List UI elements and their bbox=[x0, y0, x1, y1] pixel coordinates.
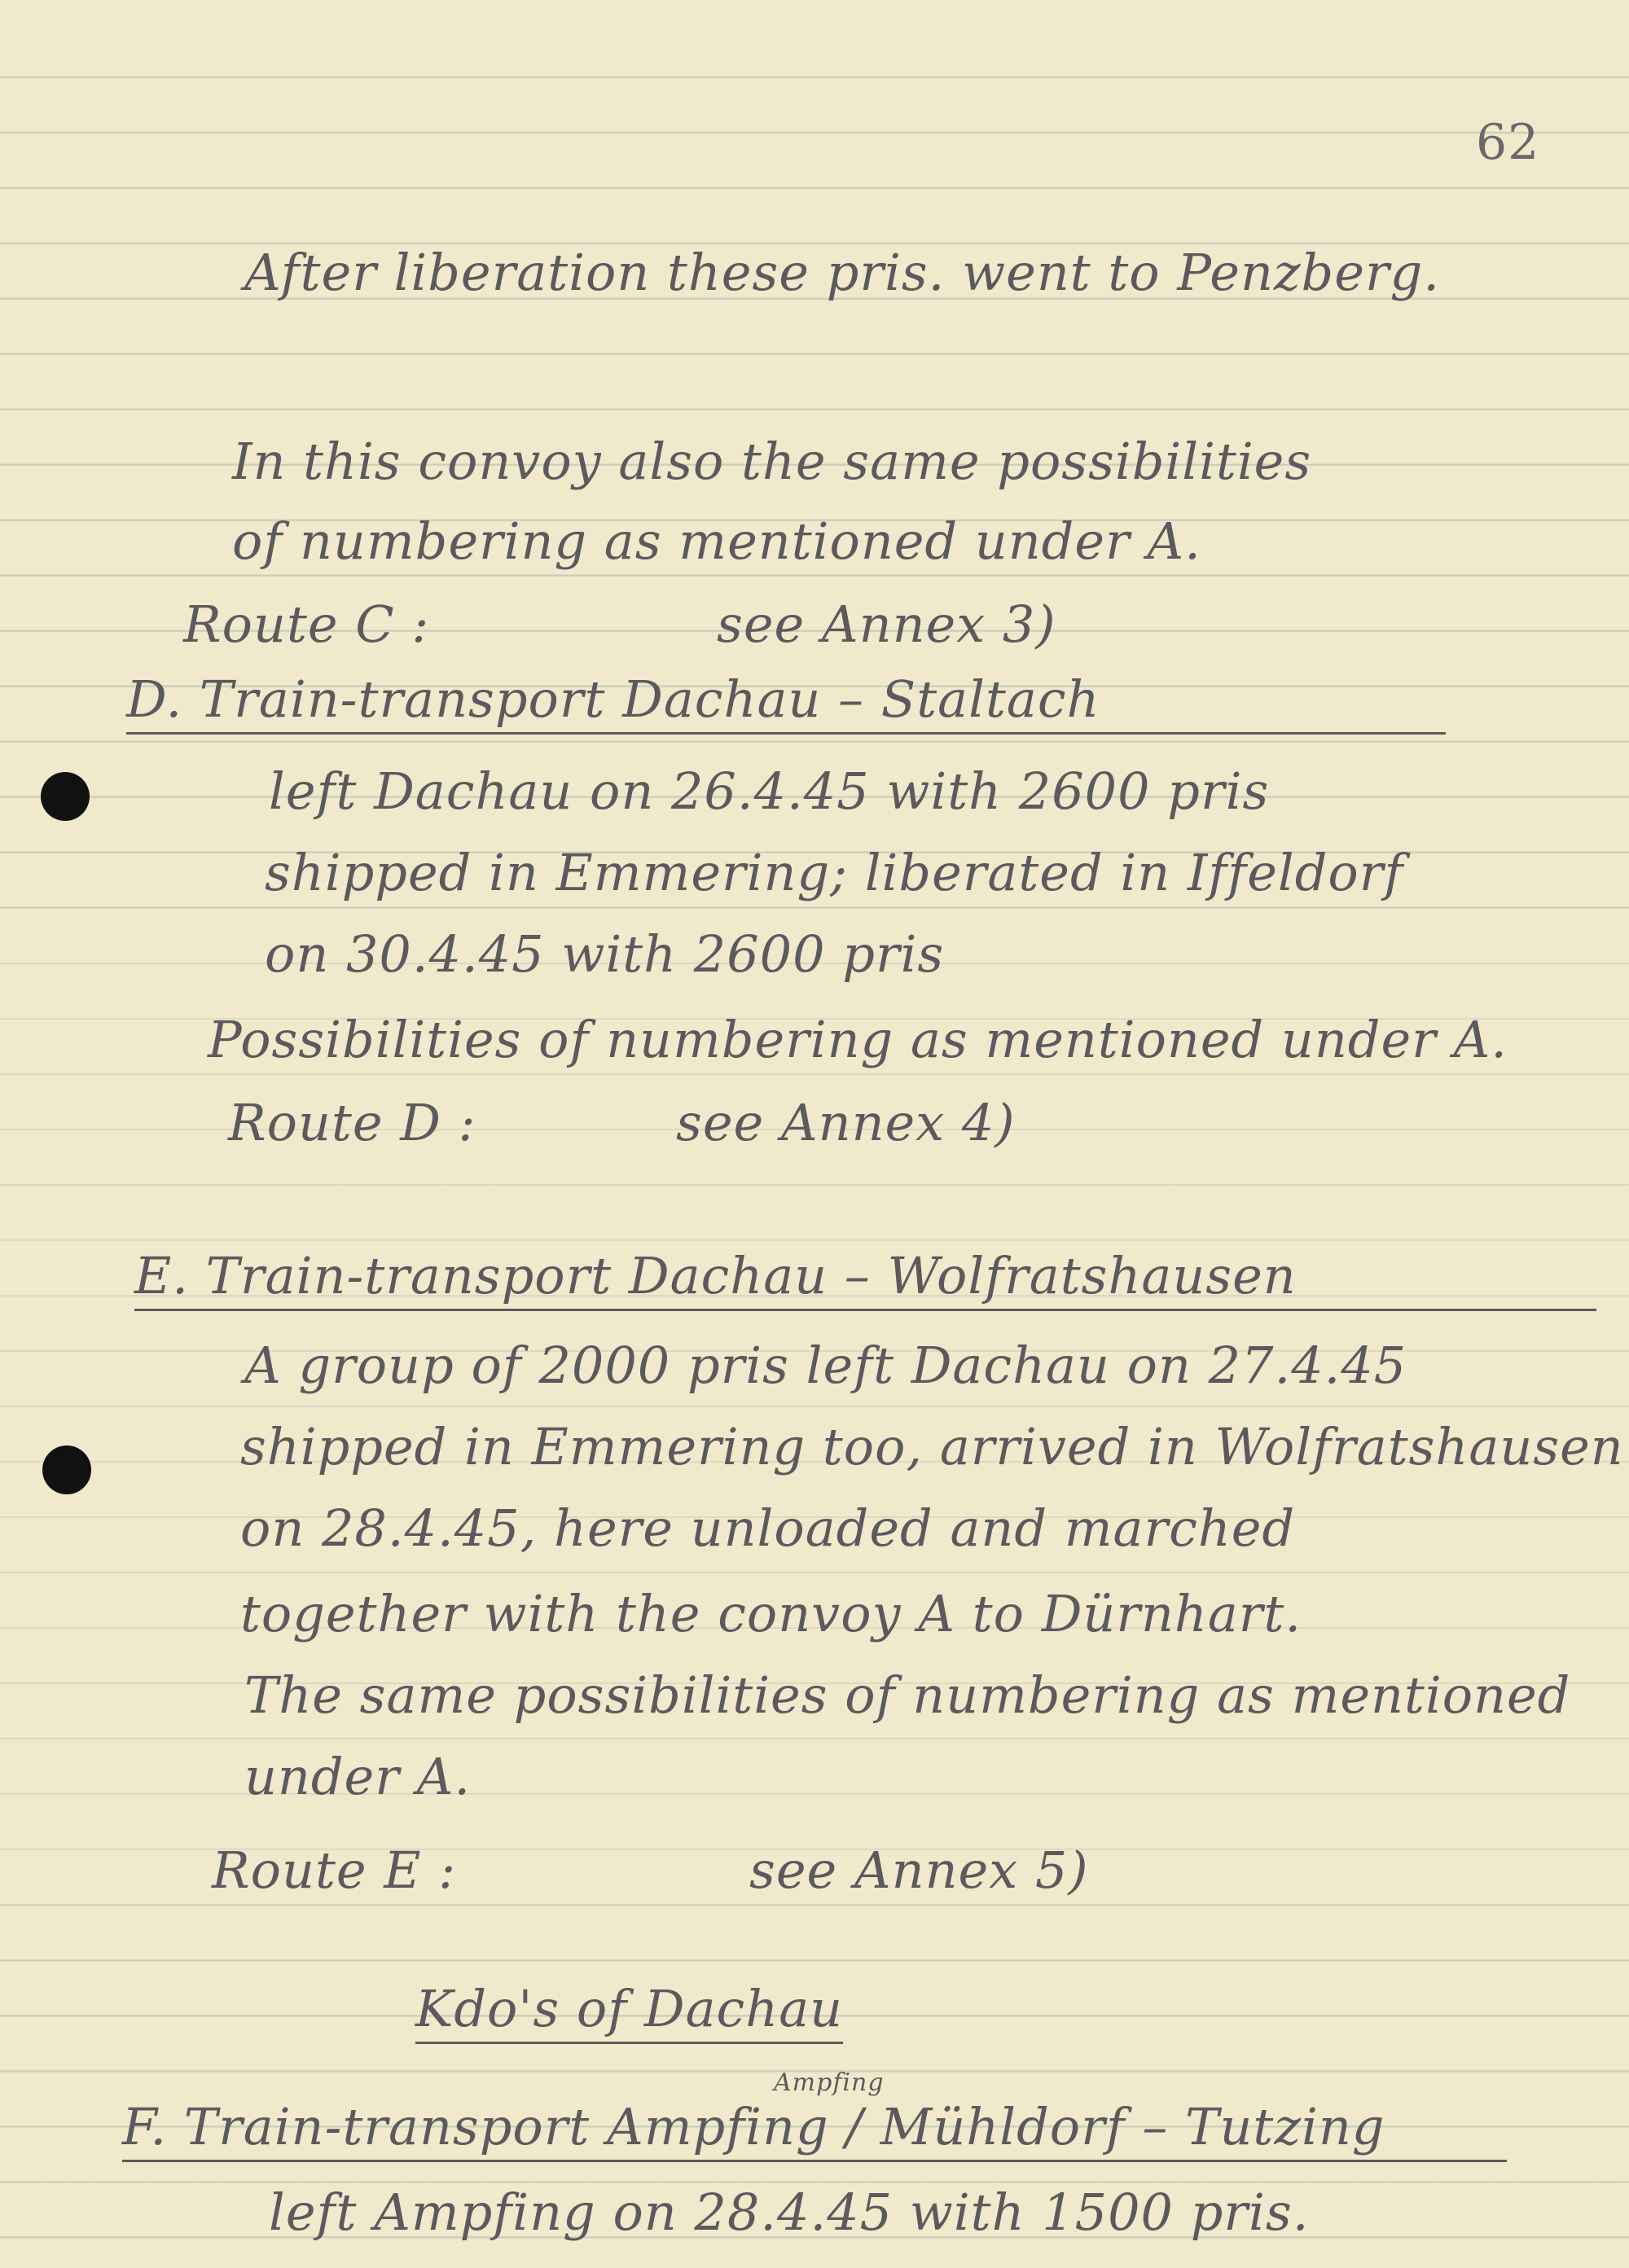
line-e-2: shipped in Emmering too, arrived in Wolfratshausen bbox=[240, 1417, 1624, 1476]
line-after-liberation: After liberation these pris. went to Penzberg. bbox=[244, 243, 1440, 302]
route-c-label: Route C : bbox=[183, 594, 430, 654]
kdos-heading: Kdo's of Dachau bbox=[415, 1979, 843, 2044]
punch-hole-top bbox=[41, 772, 90, 821]
section-e-heading: E. Train-transport Dachau – Wolfratshausen bbox=[134, 1246, 1596, 1311]
line-d-3: on 30.4.45 with 2600 pris bbox=[265, 924, 945, 984]
line-d-2: shipped in Emmering; liberated in Iffeldorf bbox=[265, 843, 1404, 902]
line-convoy-2: of numbering as mentioned under A. bbox=[232, 511, 1201, 571]
line-d-4: Possibilities of numbering as mentioned under A. bbox=[208, 1010, 1508, 1069]
line-convoy-1: In this convoy also the same possibilities bbox=[232, 432, 1312, 491]
line-e-6: under A. bbox=[244, 1747, 472, 1806]
line-e-4: together with the convoy A to Dürnhart. bbox=[240, 1584, 1302, 1643]
section-d-heading: D. Train-transport Dachau – Staltach bbox=[126, 669, 1446, 735]
ampfing-insertion: Ampfing bbox=[774, 2068, 885, 2097]
line-d-1: left Dachau on 26.4.45 with 2600 pris bbox=[269, 761, 1270, 821]
line-e-5: The same possibilities of numbering as mentioned bbox=[244, 1665, 1571, 1725]
route-d-label: Route D : bbox=[228, 1093, 476, 1152]
line-e-1: A group of 2000 pris left Dachau on 27.4.45 bbox=[244, 1336, 1407, 1395]
route-c-annex: see Annex 3) bbox=[717, 594, 1056, 654]
route-e-label: Route E : bbox=[212, 1840, 457, 1900]
page-number: 62 bbox=[1476, 114, 1540, 171]
section-f-heading: F. Train-transport Ampfing / Mühldorf – Tutzing bbox=[122, 2097, 1507, 2162]
line-e-3: on 28.4.45, here unloaded and marched bbox=[240, 1498, 1296, 1558]
route-e-annex: see Annex 5) bbox=[749, 1840, 1089, 1900]
line-f-1: left Ampfing on 28.4.45 with 1500 pris. bbox=[269, 2182, 1310, 2242]
route-d-annex: see Annex 4) bbox=[676, 1093, 1016, 1152]
punch-hole-bottom bbox=[42, 1445, 91, 1494]
